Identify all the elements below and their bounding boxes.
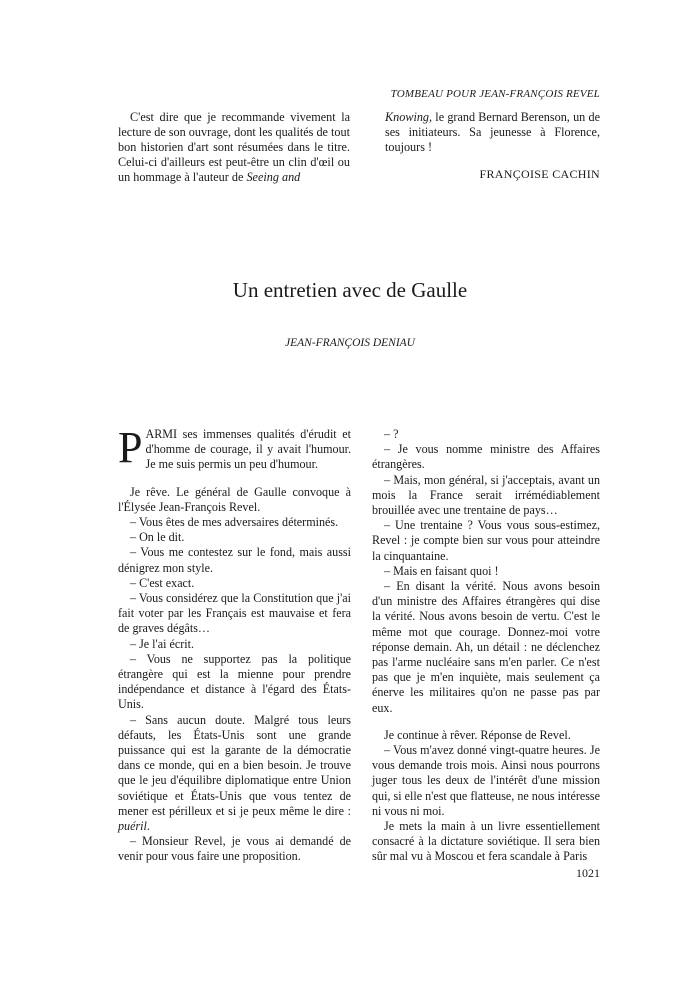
previous-article-text-cont: , le grand Bernard Berenson, un de ses initiateurs. Sa jeunesse à Florence, toujours !	[385, 110, 600, 154]
paragraph: Je mets la main à un livre essentiellement consacré à la dictature soviétique. Il sera bien sûr mal vu à Moscou et fera scandale à Paris	[372, 819, 600, 864]
running-head: TOMBEAU POUR JEAN-FRANÇOIS REVEL	[390, 88, 600, 100]
opening-paragraph	[118, 423, 351, 473]
italic-word: puéril	[118, 819, 147, 834]
previous-article-left-column	[118, 110, 350, 185]
left-paragraph-italic-end: – Sans aucun doute. Malgré tous leurs défauts, les États-Unis sont une grande puissance qui est la garante de la démocratie dans ce monde, qui en a bien besoin. Je trouve que le jeu d'équilibre diplomatique entre Union soviétique et États-Unis que vous tentez de mener est périlleux et si je peux même le dire : puéril.	[118, 712, 351, 834]
book-title-italic-cont: Knowing	[385, 110, 430, 124]
article-title: Un entretien avec de Gaulle	[232, 278, 468, 302]
paragraph: – Vous ne supportez pas la politique étrangère qui est la mienne pour prendre indépendance et distance à l'égard des États-Unis.	[118, 651, 351, 712]
paragraph: – Vous considérez que la Constitution que j'ai fait voter par les Français est mauvaise et fera de graves dégâts…	[118, 591, 351, 636]
article-author: JEAN-FRANÇOIS DENIAU	[285, 337, 415, 349]
previous-article-paragraph	[118, 110, 350, 185]
paragraph: – Vous êtes de mes adversaires déterminés.	[130, 515, 339, 530]
book-title-italic: Seeing and	[246, 170, 301, 184]
previous-article-signature: FRANÇOISE CACHIN	[479, 167, 600, 181]
paragraph: – Mais en faisant quoi !	[384, 563, 499, 578]
left-last-paragraph: – Monsieur Revel, je vous ai demandé de venir pour vous faire une proposition.	[118, 834, 351, 864]
previous-article-paragraph-cont	[385, 110, 600, 155]
paragraph: – En disant la vérité. Nous avons besoin d'un ministre des Affaires étrangères qui dise la vérité. Nous avons besoin de vertu. C'est le même mot que courage. Donnez-moi votre réponse demain. Ah, un détail : ne déclenchez pas l'arme nucléaire sans m'en parler. Ce n'est pas que je m'en inquiète, mais seulement ça énerve les militaires qu'on ne passe pas par eux.	[372, 579, 600, 715]
left-paragraph-list	[118, 485, 351, 713]
paragraph: Je continue à rêver. Réponse de Revel.	[384, 727, 571, 742]
paragraph: – Je vous nomme ministre des Affaires étrangères.	[372, 442, 600, 472]
drop-cap: P	[118, 423, 143, 472]
paragraph: Je rêve. Le général de Gaulle convoque à l'Élysée Jean-François Revel.	[118, 484, 351, 514]
paragraph: – Une trentaine ? Vous vous sous-estimez, Revel : je compte bien sur vous pour atteindre la cinquantaine.	[372, 518, 600, 563]
paragraph: – On le dit.	[130, 530, 185, 545]
first-word-smallcaps: ARMI	[145, 427, 178, 441]
right-paragraph-list	[372, 427, 600, 716]
right-paragraph-list-2	[372, 728, 600, 865]
opening-text: ses immenses qualités d'érudit et d'homme de courage, il y avait l'humour. Je me suis permis un peu d'humour.	[145, 427, 351, 472]
article-right-column	[372, 427, 600, 865]
article-left-column	[118, 423, 351, 865]
paragraph: – Vous me contestez sur le fond, mais aussi dénigrez mon style.	[118, 545, 351, 575]
paragraph: – Mais, mon général, si j'acceptais, avant un mois la France serait irrémédiablement brouillée avec une trentaine de pays…	[372, 472, 600, 518]
paragraph: – Vous m'avez donné vingt-quatre heures. Je vous demande trois mois. Ainsi nous pourrons juger tous les deux de l'intérêt d'une mission qui, si elle n'est que flatteuse, ne nous intéresse ni vous ni moi.	[372, 743, 600, 818]
previous-article-text: C'est dire que je recommande vivement la lecture de son ouvrage, dont les qualités de tout bon historien d'art sont résumées dans le titre. Celui-ci d'ailleurs est peut-être un clin d'œil ou un hommage à l'auteur de	[118, 110, 350, 184]
page-number: 1021	[576, 866, 600, 880]
previous-article-right-column	[385, 110, 600, 182]
paragraph: – ?	[384, 427, 399, 441]
paragraph: – C'est exact.	[130, 575, 195, 590]
paragraph: – Je l'ai écrit.	[130, 636, 194, 651]
italic-tail-marker: – Sans aucun doute. Malgré tous leurs défauts, les États-Unis sont une grande puissance qui est la garante de la démocratie dans ce monde, qui en a bien besoin. Je trouve que le jeu d'équilibre diplomatique entre Union soviétique et États-Unis que vous tentez de mener est périlleux et si je peux même le dire :	[118, 712, 351, 818]
